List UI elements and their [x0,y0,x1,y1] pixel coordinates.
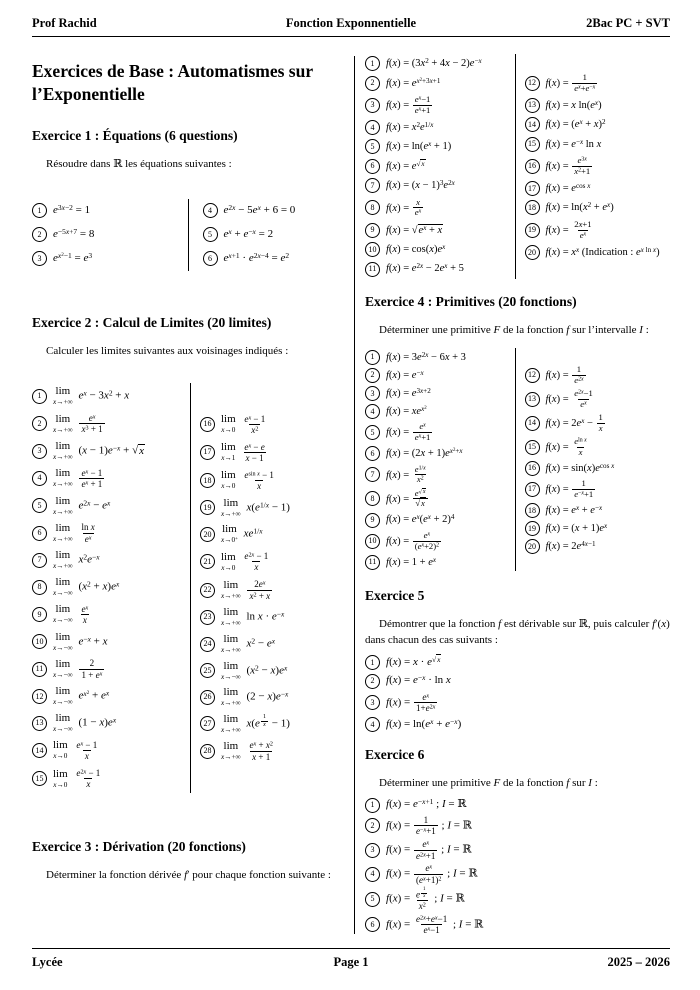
ex4-item-3 [365,386,511,401]
item-number: 25 [200,663,215,678]
ex3-item-19 [525,220,671,241]
ex2-item-14 [32,740,186,762]
ex1-subcolumn-1 [32,199,184,271]
math-expression: f(x) = e $^{\frac{1}{x}}$ $x^2$ ; I = ℝ [386,887,465,911]
math-expression: $f(x) = x^2e^{1/x}$ [386,121,434,134]
math-expression: f(x) = $\frac{e^{2x}+e^x-1}{e^x-1}$ ; I = ℝ [386,913,484,936]
ex2-item-22 [200,579,354,601]
math-expression: lim x→−∞ $e^{-x} + x$ [53,630,108,652]
item-number: 23 [200,610,215,625]
math-expression: $f(x) = 2e^{4x-1}$ [545,540,596,553]
ex1-item-4 [203,203,355,218]
header-title: Fonction Exponnentielle [285,16,417,30]
math-expression: lim x→+∞ $\frac{e^x}{x^3 + 1}$ [53,412,103,435]
math-expression: lim x→1 $\frac{e^x - e}{x - 1}$ [221,441,265,463]
ex3-item-2 [365,76,511,91]
item-number: 8 [32,580,47,595]
item-number: 8 [365,491,380,506]
math-expression: lim x→+∞ $\frac{e^x - 1}{e^x + 1}$ [53,467,103,489]
ex2-item-12 [32,686,186,706]
math-expression: $f(x) = (3x^2 + 4x - 2)e^{-x}$ [386,57,482,70]
math-expression: lim x→+∞ $x^2 - e^x$ [221,632,276,654]
ex2-item-5 [32,496,186,516]
math-expression: lim x→0+ $xe^{1/x}$ [221,523,263,545]
ex1-item-6 [203,251,355,266]
ex3-item-6 [365,159,511,174]
math-expression: lim x→+∞ $x(e^{1/x} - 1)$ [221,496,290,518]
item-number: 20 [525,539,540,554]
exercise-6-title: Exercice 6 [365,747,425,763]
math-expression: lim x→+∞ x(e $^{\frac{1}{x}}$ − 1) [221,712,290,734]
item-number: 6 [203,251,218,266]
item-number: 8 [365,200,380,215]
page-header [32,16,670,37]
math-expression: f(x) = $\frac{e^x}{(e^x+2)^2}$ [386,529,439,551]
ex4-item-5 [365,422,511,443]
exercise-3-heading-section [32,839,354,883]
header-author: Prof Rachid [32,16,97,30]
item-number: 5 [365,139,380,154]
exercise-5-section [365,588,670,732]
ex1-item-2 [32,227,184,242]
math-expression: f(x) = $\frac{e^x}{e^x+1}$ [386,421,431,443]
item-number: 3 [365,695,380,710]
ex2-subcolumn-2 [190,383,354,793]
ex2-item-26 [200,687,354,707]
math-expression: lim x→+∞ $e^x - 3x^2 + x$ [53,385,130,407]
exercise-1-intro: Résoudre dans ℝ les équations suivantes : [46,158,232,171]
math-expression: $f(x) = \ln(e^x + e^{-x})$ [386,716,462,730]
exercise-4-section [365,294,670,572]
math-expression: lim x→−∞ $(x^2 + x)e^x$ [53,576,120,597]
ex2-item-2 [32,413,186,435]
math-expression: f(x) = $\frac{e^{√x}}{√x}$ [386,489,429,510]
ex2-item-23 [200,607,354,627]
exercise-6-list [365,798,670,936]
ex2-item-1 [32,386,186,406]
ex4-item-13 [525,389,671,410]
item-number: 7 [365,178,380,193]
item-number: 7 [365,467,380,482]
math-expression: f(x) = $\frac{e^x}{(e^x+1)^2}$ ; I = ℝ [386,863,478,885]
item-number: 13 [525,98,540,113]
math-expression: lim x→−∞ $(1 - x)e^x$ [53,712,117,734]
item-number: 17 [525,181,540,196]
exercise-2-list [32,383,354,793]
math-expression: f(x) = $\frac{e^x}{1+e^{2x}}$ [386,692,436,714]
item-number: 18 [525,503,540,518]
item-number: 14 [525,117,540,132]
ex2-item-4 [32,468,186,490]
page-content [32,46,670,934]
ex5-item-4 [365,717,670,732]
item-number: 2 [32,227,47,242]
ex4-item-14 [525,413,671,434]
item-number: 10 [32,634,47,649]
math-expression: $f(x) = (e^x + x)^2$ [545,118,606,131]
math-expression: $f(x) = e^x(e^x + 2)^4$ [386,513,455,526]
ex5-item-1 [365,655,670,670]
exercise-2-title: Exercice 2 : Calcul de Limites (20 limites) [32,314,272,330]
math-expression: f(x) = $\frac{e^{ln x}}{x}$ [545,435,587,457]
math-expression: f(x) = $\frac{e^{3x}}{x^2+1}$ [545,154,591,176]
item-number: 11 [365,555,380,570]
item-number: 11 [365,262,380,277]
ex6-item-3 [365,839,670,861]
ex6-item-2 [365,815,670,837]
ex1-subcolumn-2 [188,199,355,271]
math-expression: $e^{2x} - 5e^x + 6 = 0$ [223,202,296,216]
ex4-item-6 [365,446,511,461]
math-expression: lim x→+∞ $\frac{2e^x}{x^2 + x}$ [221,578,271,601]
math-expression: lim x→0 $\frac{e^x - 1}{x^2}$ [221,413,266,435]
ex4-item-16 [525,461,671,476]
item-number: 17 [525,482,540,497]
math-expression: lim x→−∞ $\frac{e^x}{x}$ [53,603,89,625]
item-number: 1 [32,389,47,404]
ex4-item-9 [365,513,511,528]
math-expression: $e^{x^2-1} = e^3$ [53,250,93,264]
exercise-1-title: Exercice 1 : Équations (6 questions) [32,128,238,144]
math-expression: lim x→+∞ $e^{2x} - e^x$ [53,494,111,516]
item-number: 1 [365,655,380,670]
math-expression: lim x→−∞ $e^{x^2} + e^x$ [53,685,110,707]
right-column [355,46,670,934]
item-number: 17 [200,445,215,460]
ex3-item-16 [525,156,671,177]
item-number: 4 [365,120,380,135]
ex4-item-2 [365,368,511,383]
exercise-1-section [32,128,354,270]
ex6-item-5 [365,887,670,911]
math-expression: $e^{x+1} \cdot e^{2x-4} = e^2$ [223,250,290,264]
item-number: 12 [525,76,540,91]
ex4-item-11 [365,555,511,570]
ex3-item-1 [365,56,511,71]
item-number: 20 [200,527,215,542]
exercise-5-list [365,655,670,732]
ex3-item-12 [525,73,671,94]
ex4-item-19 [525,521,671,536]
item-number: 13 [525,392,540,407]
item-number: 19 [200,500,215,515]
item-number: 20 [525,245,540,260]
item-number: 1 [32,203,47,218]
ex3-item-5 [365,139,511,154]
item-number: 5 [365,892,380,907]
item-number: 10 [365,242,380,257]
exercise-6-intro: Déterminer une primitive F de la fonction f sur I : [379,777,598,790]
item-number: 16 [200,417,215,432]
ex5-item-2 [365,674,670,689]
item-number: 13 [32,716,47,731]
ex3-item-8 [365,198,511,219]
math-expression: $f(x) = \ln(x^2 + e^x)$ [545,201,614,214]
item-number: 27 [200,716,215,731]
item-number: 1 [365,350,380,365]
item-number: 12 [32,689,47,704]
item-number: 3 [365,98,380,113]
math-expression: lim x→−∞ $(x^2 - x)e^x$ [221,659,288,681]
ex4-item-7 [365,465,511,486]
math-expression: $f(x) = √e^x + x$ [386,223,443,236]
ex2-item-3 [32,441,186,461]
ex2-item-13 [32,713,186,733]
item-number: 11 [32,662,47,677]
ex2-subcolumn-1 [32,383,186,793]
math-expression: lim x→0 $\frac{e^{2x} - 1}{x}$ [53,767,101,790]
math-expression: lim x→0 $\frac{e^{sin x} - 1}{x}$ [221,469,274,492]
item-number: 9 [32,607,47,622]
math-expression: f(x) = $\frac{1}{e^{-x}+1}$ [545,478,594,499]
ex4-item-12 [525,365,671,386]
math-expression: $e^x + e^{-x} = 2$ [223,226,274,240]
item-number: 14 [32,743,47,758]
ex4-item-4 [365,404,511,419]
math-expression: $f(x) = e^{-x}$ [386,368,424,381]
item-number: 15 [32,771,47,786]
item-number: 5 [365,425,380,440]
ex2-item-17 [200,442,354,464]
ex3-item-14 [525,117,671,132]
exercise-4-list [365,348,670,571]
math-expression: $f(x) = x \cdot e^{√x}$ [386,654,441,668]
math-expression: lim x→+∞ $\frac{e^x + x^2}{x + 1}$ [221,740,273,762]
ex2-item-11 [32,658,186,680]
math-expression: lim x→+∞ $\frac{\text{ln x}}{e^x}$ [53,522,95,544]
math-expression: $f(x) = e^x + e^{-x}$ [545,503,603,516]
item-number: 3 [365,386,380,401]
math-expression: $f(x) = e^{x^2+3x+1}$ [386,76,441,89]
ex2-item-27 [200,714,354,734]
math-expression: $f(x) = x^x$ (Indication : $e^{x ln x}$) [545,245,660,258]
ex4-item-8 [365,489,511,510]
ex2-item-21 [200,551,354,573]
item-number: 26 [200,690,215,705]
math-expression: $f(x) = (2x + 1)e^{x^2+x}$ [386,447,463,460]
math-expression: $f(x) = 2e^x$ − $\frac{1}{x}$ [545,411,603,433]
math-expression: f(x) = $\frac{1}{e^{-x}+1}$ ; I = ℝ [386,815,472,837]
ex1-item-3 [32,251,184,266]
item-number: 21 [200,554,215,569]
item-number: 4 [203,203,218,218]
math-expression: lim x→+∞ $x^2e^{-x}$ [53,549,100,571]
item-number: 2 [32,416,47,431]
exercise-5-intro: Démontrer que la fonction f est dérivable sur ℝ, puis calculer f′(x) dans chacun des cas suivants : [365,618,670,646]
ex2-item-10 [32,632,186,652]
ex3-item-17 [525,181,671,196]
ex2-item-20 [200,524,354,544]
item-number: 16 [525,461,540,476]
ex3-item-13 [525,98,671,113]
ex6-item-6 [365,914,670,936]
math-expression: f(x) = $\frac{e^{1/x}}{x^2}$ [386,463,426,485]
ex5-item-3 [365,692,670,714]
item-number: 2 [365,368,380,383]
ex2-item-18 [200,470,354,492]
ex4-item-20 [525,539,671,554]
item-number: 19 [525,223,540,238]
item-number: 5 [32,498,47,513]
main-title: Exercices de Base : Automatismes sur l’Exponentielle [32,61,313,105]
math-expression: $f(x) = 3e^{2x} - 6x + 3$ [386,350,466,363]
exercise-4-intro: Déterminer une primitive F de la fonction f sur l’intervalle I : [379,323,649,336]
math-expression: $f(x) = (x + 1)e^x$ [545,522,608,535]
item-number: 14 [525,416,540,431]
math-expression: f(x) = $\frac{e^x}{e^{2x}+1}$ ; I = ℝ [386,839,472,861]
item-number: 3 [32,444,47,459]
ex2-item-28 [200,740,354,762]
math-expression: lim x→+∞ $\ln x \cdot e^{-x}$ [221,606,285,628]
item-number: 4 [32,471,47,486]
exercise-2-section [32,315,354,793]
ex2-item-6 [32,522,186,544]
item-number: 4 [365,717,380,732]
item-number: 22 [200,583,215,598]
exercise-4-title: Exercice 4 : Primitives (20 fonctions) [365,293,577,309]
ex2-item-24 [200,634,354,654]
ex2-item-9 [32,604,186,626]
math-expression: $e^{-5x+7} = 8$ [53,226,95,240]
ex3-subcolumn-2 [515,54,671,279]
ex2-item-15 [32,768,186,790]
math-expression: lim x→−∞ $\frac{2}{1 + e^x}$ [53,658,103,680]
ex3-item-15 [525,137,671,152]
item-number: 2 [365,674,380,689]
item-number: 1 [365,56,380,71]
item-number: 6 [365,446,380,461]
ex4-item-10 [365,531,511,552]
math-expression: $f(x) = (x - 1)^3e^{2x}$ [386,179,455,192]
item-number: 9 [365,513,380,528]
ex2-item-7 [32,550,186,570]
math-expression: $f(x) = e^{-x} \cdot \ln x$ [386,673,451,687]
item-number: 6 [365,159,380,174]
math-expression: $f(x) = e^{-x}$ ln x [545,137,602,150]
ex2-item-16 [200,414,354,436]
item-number: 6 [32,526,47,541]
item-number: 18 [200,473,215,488]
math-expression: lim x→0 $\frac{e^x - 1}{x}$ [53,739,98,762]
item-number: 2 [365,818,380,833]
ex2-item-8 [32,577,186,597]
item-number: 12 [525,368,540,383]
item-number: 1 [365,798,380,813]
item-number: 18 [525,200,540,215]
ex3-item-7 [365,178,511,193]
math-expression: f(x) = $\frac{x}{e^x}$ [386,196,422,218]
ex3-item-3 [365,95,511,116]
header-class: 2Bac PC + SVT [586,16,670,30]
ex3-item-10 [365,242,511,257]
ex4-subcolumn-2 [515,348,671,571]
item-number: 5 [203,227,218,242]
exercise-3-list [365,54,670,279]
math-expression: $f(x) = e^{3x+2}$ [386,387,431,399]
math-expression: $f(x) = \ln(e^x + 1)$ [386,140,452,153]
ex6-item-1 [365,798,670,813]
ex3-item-18 [525,200,671,215]
exercise-5-title: Exercice 5 [365,588,425,604]
exercise-1-list [32,199,354,271]
exercise-3-title: Exercice 3 : Dérivation (20 fonctions) [32,838,246,854]
ex4-item-15 [525,437,671,458]
item-number: 15 [525,440,540,455]
math-expression: $f(x) = xe^{x^2}$ [386,405,427,418]
item-number: 4 [365,404,380,419]
item-number: 6 [365,917,380,932]
math-expression: lim x→+∞ $(2 - x)e^{-x}$ [221,686,289,708]
ex3-subcolumn-1 [365,54,511,279]
math-expression: f(x) = $\frac{e^x-1}{e^x+1}$ [386,93,431,115]
item-number: 16 [525,159,540,174]
ex2-item-25 [200,661,354,681]
ex1-item-5 [203,227,355,242]
ex4-item-18 [525,503,671,518]
item-number: 7 [32,553,47,568]
ex6-item-4 [365,863,670,885]
item-number: 3 [365,843,380,858]
footer-school: Lycée [32,955,63,969]
page-footer [32,948,670,970]
exercise-6-section [365,747,670,935]
math-expression: f(x) = $\frac{e^{2x}-1}{e^x}$ [545,387,593,409]
math-expression: $f(x) = e^{-x+1}$ ; I = ℝ [386,797,467,811]
math-expression: f(x) = $\frac{2x+1}{e^x}$ [545,218,592,240]
item-number: 24 [200,637,215,652]
item-number: 3 [32,251,47,266]
math-expression: f(x) = $\frac{1}{e^x+e^{-x}}$ [545,71,596,93]
exercise-3-intro: Déterminer la fonction dérivée f′ pour chaque fonction suivante : [46,868,331,881]
item-number: 10 [365,534,380,549]
math-expression: $f(x) = e^{cos x}$ [545,182,591,195]
left-column [32,46,354,934]
exercise-2-intro: Calculer les limites suivantes aux voisinages indiqués : [46,344,289,357]
ex4-item-17 [525,479,671,500]
footer-year: 2025 – 2026 [607,955,670,969]
item-number: 15 [525,137,540,152]
ex1-item-1 [32,203,184,218]
ex3-item-9 [365,223,511,238]
math-expression: f(x) = $\frac{1}{e^{2x}}$ [545,363,584,385]
math-expression: $f(x) = 1 + e^x$ [386,555,437,568]
math-expression: lim x→0 $\frac{e^{2x} - 1}{x}$ [221,550,269,573]
ex4-item-1 [365,350,511,365]
item-number: 2 [365,76,380,91]
item-number: 4 [365,867,380,882]
math-expression: $f(x) = \cos(x)e^x$ [386,243,446,256]
item-number: 9 [365,223,380,238]
math-expression: $f(x) = e^{2x} - 2e^x + 5$ [386,262,464,275]
item-number: 28 [200,744,215,759]
exercise-3-list-section [365,54,670,279]
math-expression: $e^{3x-2} = 1$ [53,202,91,216]
ex3-item-11 [365,262,511,277]
item-number: 19 [525,521,540,536]
math-expression: $f(x) = \sin(x)e^{cos x}$ [545,461,615,474]
ex2-item-19 [200,498,354,518]
ex3-item-20 [525,245,671,260]
footer-page-number: Page 1 [333,955,369,969]
math-expression: lim x→+∞ $(x - 1)e^{-x} + √x$ [53,439,145,461]
ex3-item-4 [365,120,511,135]
math-expression: f(x) = x $\ln(e^x)$ [545,98,602,111]
math-expression: $f(x) = e^{√x}$ [386,159,425,172]
ex4-subcolumn-1 [365,348,511,571]
